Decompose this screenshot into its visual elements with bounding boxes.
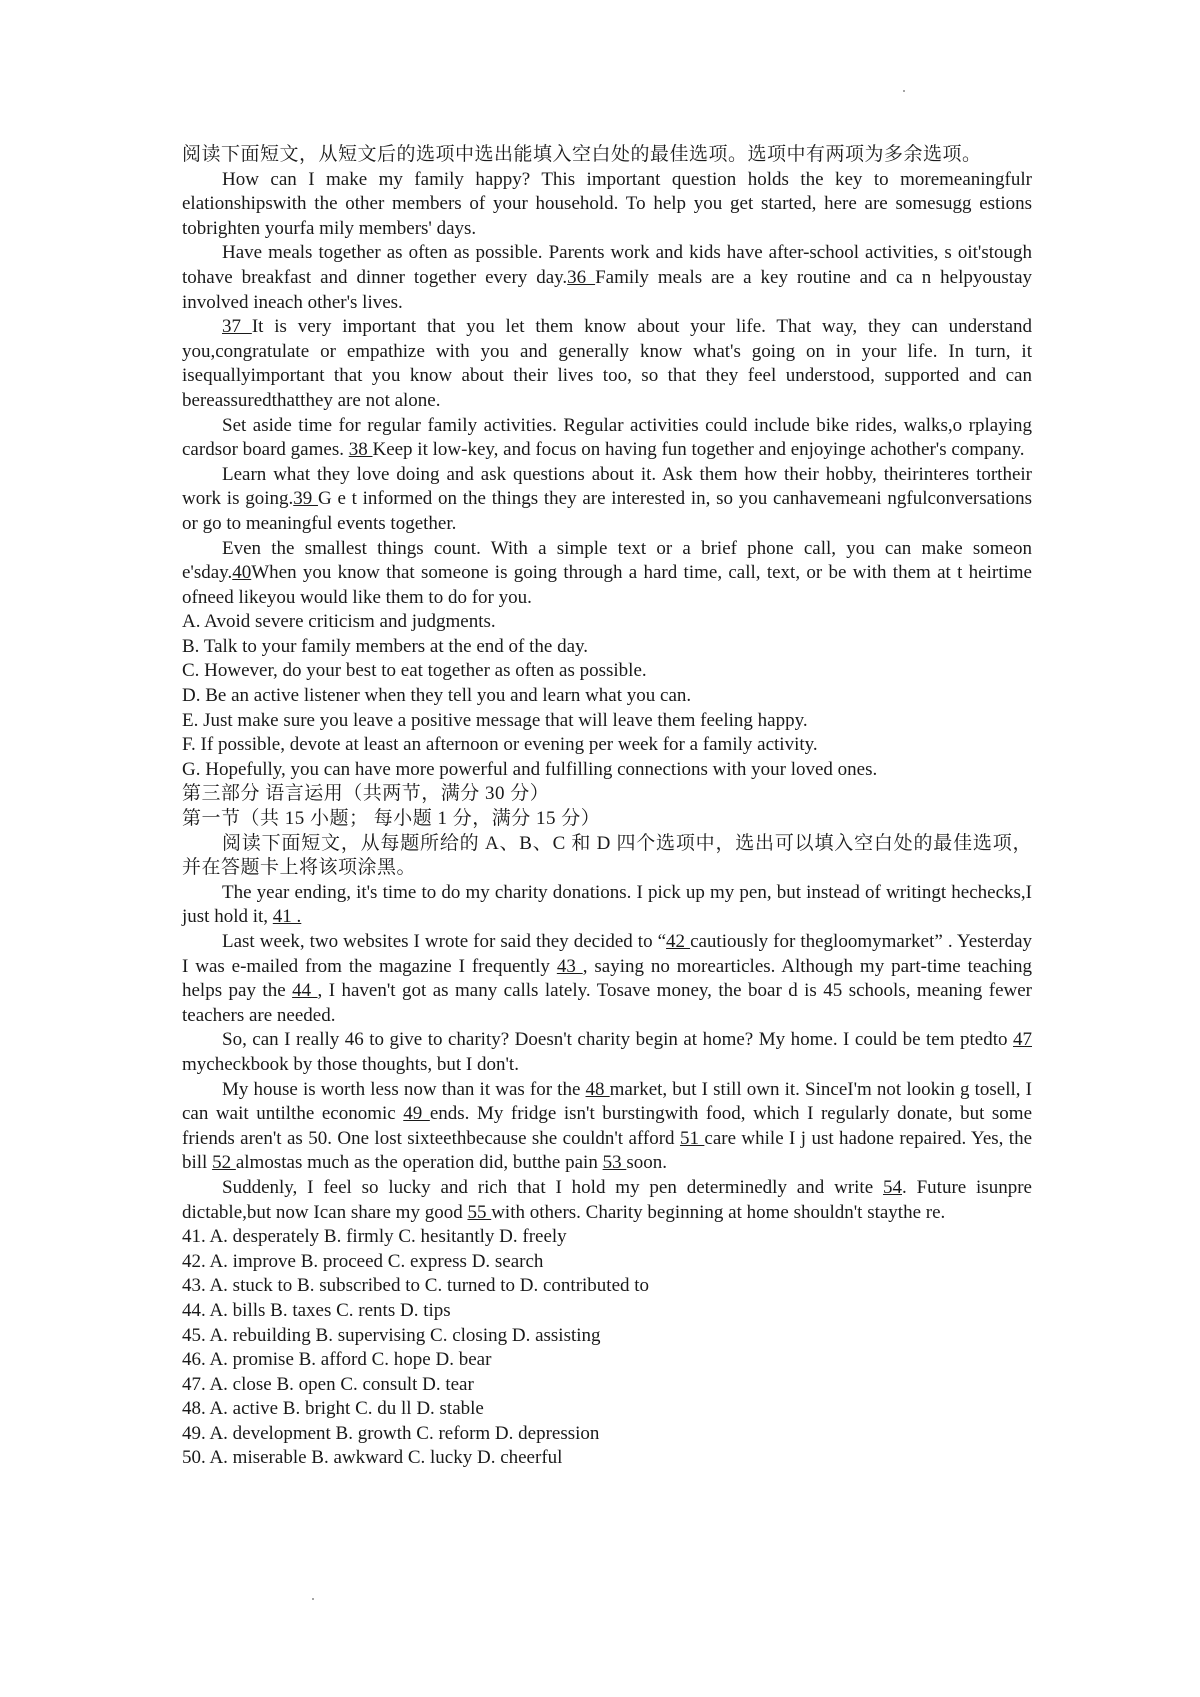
- option-line: E. Just make sure you leave a positive message that will leave them feeling happy.: [182, 709, 808, 731]
- blank-41: 41 .: [272, 906, 302, 928]
- passage-paragraph: The year ending, it's time to do my charity donations. I pick up my pen, but instead of writingt hechecks,I just hold it, 41 .: [182, 881, 1032, 928]
- passage-paragraph: 37 It is very important that you let them know about your life. That way, they can understand you,congratulate or empathize with you and generally know what's going on in your life. In turn, it isequallyimportant that you know about their lives too, so that they feel understood, supported and can bereassuredthatthey are not alone.: [182, 316, 1032, 411]
- passage-paragraph: Set aside time for regular family activities. Regular activities could include bike rides, walks,o rplaying cardsor board games. 38 Keep it low-key, and focus on having fun together and enjoyinge achother's company.: [182, 414, 1032, 461]
- question-line: 49. A. development B. growth C. reform D. depression: [182, 1422, 600, 1444]
- option-line: A. Avoid severe criticism and judgments.: [182, 611, 496, 633]
- section-heading: 第一节（共 15 小题； 每小题 1 分，满分 15 分）: [182, 808, 601, 830]
- question-line: 47. A. close B. open C. consult D. tear: [182, 1373, 474, 1395]
- blank-44: 44: [292, 980, 318, 1002]
- scan-speck: [312, 1598, 314, 1600]
- reading-instruction: 阅读下面短文，从短文后的选项中选出能填入空白处的最佳选项。选项中有两项为多余选项。: [182, 144, 982, 165]
- question-line: 45. A. rebuilding B. supervising C. closing D. assisting: [182, 1324, 601, 1346]
- blank-47: 47: [1013, 1029, 1032, 1051]
- passage-paragraph: Even the smallest things count. With a simple text or a brief phone call, you can make someon e'sday.40When you know that someone is going through a hard time, call, text, or be with them at t heirtime ofneed likeyou would like them to do for you.: [182, 537, 1032, 608]
- passage-paragraph: How can I make my family happy? This important question holds the key to moremeaningfulr elationshipswith the other members of your household. To help you get started, here are somesugg estions tobrighten yourfa mily members' days.: [182, 168, 1032, 239]
- blank-36: 36: [567, 266, 596, 288]
- blank-54: 54: [883, 1176, 902, 1198]
- passage-paragraph: So, can I really 46 to give to charity? Doesn't charity begin at home? My home. I could be tem ptedto 47 mycheckbook by those thoughts, but I don't.: [182, 1029, 1032, 1075]
- option-line: B. Talk to your family members at the end of the day.: [182, 635, 589, 657]
- question-line: 46. A. promise B. afford C. hope D. bear: [182, 1349, 492, 1371]
- passage-paragraph: My house is worth less now than it was for the 48 market, but I still own it. SinceI'm not lookin g tosell, I can wait untilthe economic 49 ends. My fridge isn't burstingwith food, which I regularly donate, but some friends aren't as 50. One lost sixteethbecause she couldn't afford 51 care while I j ust hadone repaired. Yes, the bill 52 almostas much as the operation did, butthe pain 53 soon.: [182, 1078, 1033, 1174]
- blank-43: 43: [556, 955, 583, 977]
- blank-39: 39: [293, 488, 318, 510]
- option-line: D. Be an active listener when they tell you and learn what you can.: [182, 685, 692, 707]
- part-heading: 第三部分 语言运用（共两节，满分 30 分）: [182, 783, 550, 805]
- passage-paragraph: Last week, two websites I wrote for said they decided to “42 cautiously for thegloomymarket” . Yesterday I was e-mailed from the magazine I frequently 43 , saying no morearticles. Although my part-time teaching helps pay the 44 , I haven't got as many calls lately. Tosave money, the boar d is 45 schools, meaning fewer teachers are needed.: [182, 931, 1033, 1026]
- question-line: 43. A. stuck to B. subscribed to C. turned to D. contributed to: [182, 1275, 650, 1297]
- passage-paragraph: Suddenly, I feel so lucky and rich that I hold my pen determinedly and write 54. Future isunpre dictable,but now Ican share my good 55 with others. Charity beginning at home shouldn't staythe re.: [182, 1176, 1032, 1223]
- blank-38: 38: [348, 439, 373, 461]
- blank-40: 40: [232, 562, 252, 584]
- blank-55: 55: [467, 1201, 492, 1223]
- blank-51: 51: [679, 1127, 705, 1149]
- blank-53: 53: [602, 1152, 627, 1174]
- passage-paragraph: Have meals together as often as possible. Parents work and kids have after-school activities, s oit'stough tohave breakfast and dinner together every day.36 Family meals are a key routine and ca n helpyoustay involved ineach other's lives.: [182, 242, 1032, 313]
- option-line: F. If possible, devote at least an afternoon or evening per week for a family activity.: [182, 734, 818, 756]
- blank-37: 37: [222, 316, 252, 338]
- exam-page: [182, 143, 1032, 1471]
- passage-paragraph: Learn what they love doing and ask questions about it. Ask them how their hobby, theirinteres tortheir work is going.39 G e t informed on the things they are interested in, so you canhavemeani ngfulconversations or go to meaningful events together.: [182, 463, 1033, 534]
- option-line: G. Hopefully, you can have more powerful and fulfilling connections with your loved ones.: [182, 758, 878, 780]
- blank-49: 49: [403, 1103, 430, 1125]
- blank-48: 48: [585, 1078, 610, 1100]
- blank-52: 52: [212, 1152, 236, 1174]
- blank-42: 42: [666, 931, 691, 952]
- question-line: 50. A. miserable B. awkward C. lucky D. cheerful: [182, 1447, 563, 1469]
- question-line: 41. A. desperately B. firmly C. hesitantly D. freely: [182, 1226, 567, 1248]
- scan-speck: [903, 90, 905, 92]
- question-line: 42. A. improve B. proceed C. express D. search: [182, 1250, 544, 1272]
- question-line: 44. A. bills B. taxes C. rents D. tips: [182, 1299, 451, 1321]
- option-line: C. However, do your best to eat together as often as possible.: [182, 660, 647, 682]
- cloze-instruction: 阅读下面短文，从每题所给的 A、B、C 和 D 四个选项中，选出可以填入空白处的最佳选项，并在答题卡上将该项涂黑。: [182, 832, 1032, 879]
- question-line: 48. A. active B. bright C. du ll D. stable: [182, 1398, 484, 1420]
